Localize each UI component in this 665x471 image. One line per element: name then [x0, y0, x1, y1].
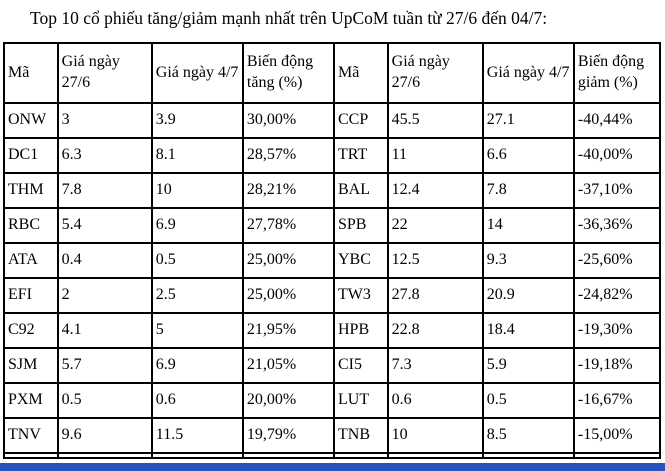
stock-table [3, 42, 661, 459]
cell-price: 7.3 [388, 348, 483, 383]
header-cell-6: Giá ngày 4/7 [483, 43, 574, 103]
header-cell-7: Biến động giảm (%) [574, 43, 660, 103]
cell-code: THM [4, 173, 58, 208]
header-cell-1: Giá ngày 27/6 [58, 43, 152, 103]
cell-price: 0.5 [483, 383, 574, 418]
cell-change: -19,30% [574, 313, 660, 348]
table-row [4, 278, 660, 313]
cell-code: DC1 [4, 138, 58, 173]
cell-price: 22 [388, 208, 483, 243]
cell-change: -19,18% [574, 348, 660, 383]
cell-code: YBC [334, 243, 388, 278]
header-cell-0: Mã [4, 43, 58, 103]
cell-price: 3.9 [152, 103, 243, 138]
table-row [4, 103, 660, 138]
cell-change: -40,44% [574, 103, 660, 138]
cell-price: 8.5 [483, 418, 574, 453]
cell-price: 4.1 [58, 313, 152, 348]
cell-change: 25,00% [243, 278, 334, 313]
cell-price: 3 [58, 103, 152, 138]
cell-price: 14 [483, 208, 574, 243]
cell-price: 0.6 [388, 383, 483, 418]
cell-code: CI5 [334, 348, 388, 383]
empty-cell [4, 453, 58, 458]
cell-price: 18.4 [483, 313, 574, 348]
cell-change: -25,60% [574, 243, 660, 278]
cell-change: 27,78% [243, 208, 334, 243]
cell-code: EFI [4, 278, 58, 313]
cell-code: BAL [334, 173, 388, 208]
table-body [4, 103, 660, 458]
header-row [4, 43, 660, 103]
cell-price: 6.9 [152, 348, 243, 383]
cell-price: 6.6 [483, 138, 574, 173]
cell-price: 10 [152, 173, 243, 208]
cell-price: 9.6 [58, 418, 152, 453]
header-cell-5: Giá ngày 27/6 [388, 43, 483, 103]
table-row [4, 418, 660, 453]
cell-code: TNB [334, 418, 388, 453]
table-row [4, 313, 660, 348]
cell-code: HPB [334, 313, 388, 348]
cell-change: 21,95% [243, 313, 334, 348]
table-row [4, 208, 660, 243]
cell-price: 9.3 [483, 243, 574, 278]
cell-change: 30,00% [243, 103, 334, 138]
empty-sliver-row [4, 453, 660, 458]
cell-code: PXM [4, 383, 58, 418]
cell-change: -40,00% [574, 138, 660, 173]
cell-price: 0.5 [58, 383, 152, 418]
cell-price: 6.3 [58, 138, 152, 173]
empty-cell [243, 453, 334, 458]
cell-price: 5 [152, 313, 243, 348]
page-title: Top 10 cổ phiếu tăng/giảm mạnh nhất trên UpCoM tuần từ 27/6 đến 04/7: [30, 8, 548, 28]
empty-cell [334, 453, 388, 458]
table-row [4, 243, 660, 278]
table-row [4, 173, 660, 208]
cell-price: 5.7 [58, 348, 152, 383]
cell-change: -15,00% [574, 418, 660, 453]
cell-change: 28,21% [243, 173, 334, 208]
cell-change: -37,10% [574, 173, 660, 208]
cell-price: 6.9 [152, 208, 243, 243]
cell-price: 45.5 [388, 103, 483, 138]
cell-price: 0.5 [152, 243, 243, 278]
cell-code: TRT [334, 138, 388, 173]
cell-price: 20.9 [483, 278, 574, 313]
cell-price: 11 [388, 138, 483, 173]
cell-change: 21,05% [243, 348, 334, 383]
cell-price: 2 [58, 278, 152, 313]
cell-code: RBC [4, 208, 58, 243]
cell-price: 27.1 [483, 103, 574, 138]
cell-change: -16,67% [574, 383, 660, 418]
cell-code: CCP [334, 103, 388, 138]
bottom-blue-bar [0, 463, 665, 471]
cell-code: LUT [334, 383, 388, 418]
cell-price: 7.8 [483, 173, 574, 208]
cell-price: 5.4 [58, 208, 152, 243]
cell-price: 10 [388, 418, 483, 453]
header-cell-4: Mã [334, 43, 388, 103]
cell-change: 19,79% [243, 418, 334, 453]
cell-price: 8.1 [152, 138, 243, 173]
cell-change: 25,00% [243, 243, 334, 278]
cell-price: 2.5 [152, 278, 243, 313]
cell-price: 27.8 [388, 278, 483, 313]
cell-change: -24,82% [574, 278, 660, 313]
cell-code: SPB [334, 208, 388, 243]
empty-cell [483, 453, 574, 458]
cell-code: C92 [4, 313, 58, 348]
cell-price: 22.8 [388, 313, 483, 348]
cell-code: ATA [4, 243, 58, 278]
cell-price: 12.5 [388, 243, 483, 278]
header-cell-3: Biến động tăng (%) [243, 43, 334, 103]
table-row [4, 348, 660, 383]
header-cell-2: Giá ngày 4/7 [152, 43, 243, 103]
cell-price: 11.5 [152, 418, 243, 453]
cell-price: 5.9 [483, 348, 574, 383]
cell-change: -36,36% [574, 208, 660, 243]
cell-code: TW3 [334, 278, 388, 313]
cell-price: 12.4 [388, 173, 483, 208]
table-row [4, 138, 660, 173]
cell-change: 20,00% [243, 383, 334, 418]
table-row [4, 383, 660, 418]
cell-code: SJM [4, 348, 58, 383]
cell-price: 0.4 [58, 243, 152, 278]
cell-code: ONW [4, 103, 58, 138]
cell-price: 7.8 [58, 173, 152, 208]
empty-cell [152, 453, 243, 458]
empty-cell [388, 453, 483, 458]
empty-cell [58, 453, 152, 458]
cell-code: TNV [4, 418, 58, 453]
empty-cell [574, 453, 660, 458]
cell-change: 28,57% [243, 138, 334, 173]
cell-price: 0.6 [152, 383, 243, 418]
